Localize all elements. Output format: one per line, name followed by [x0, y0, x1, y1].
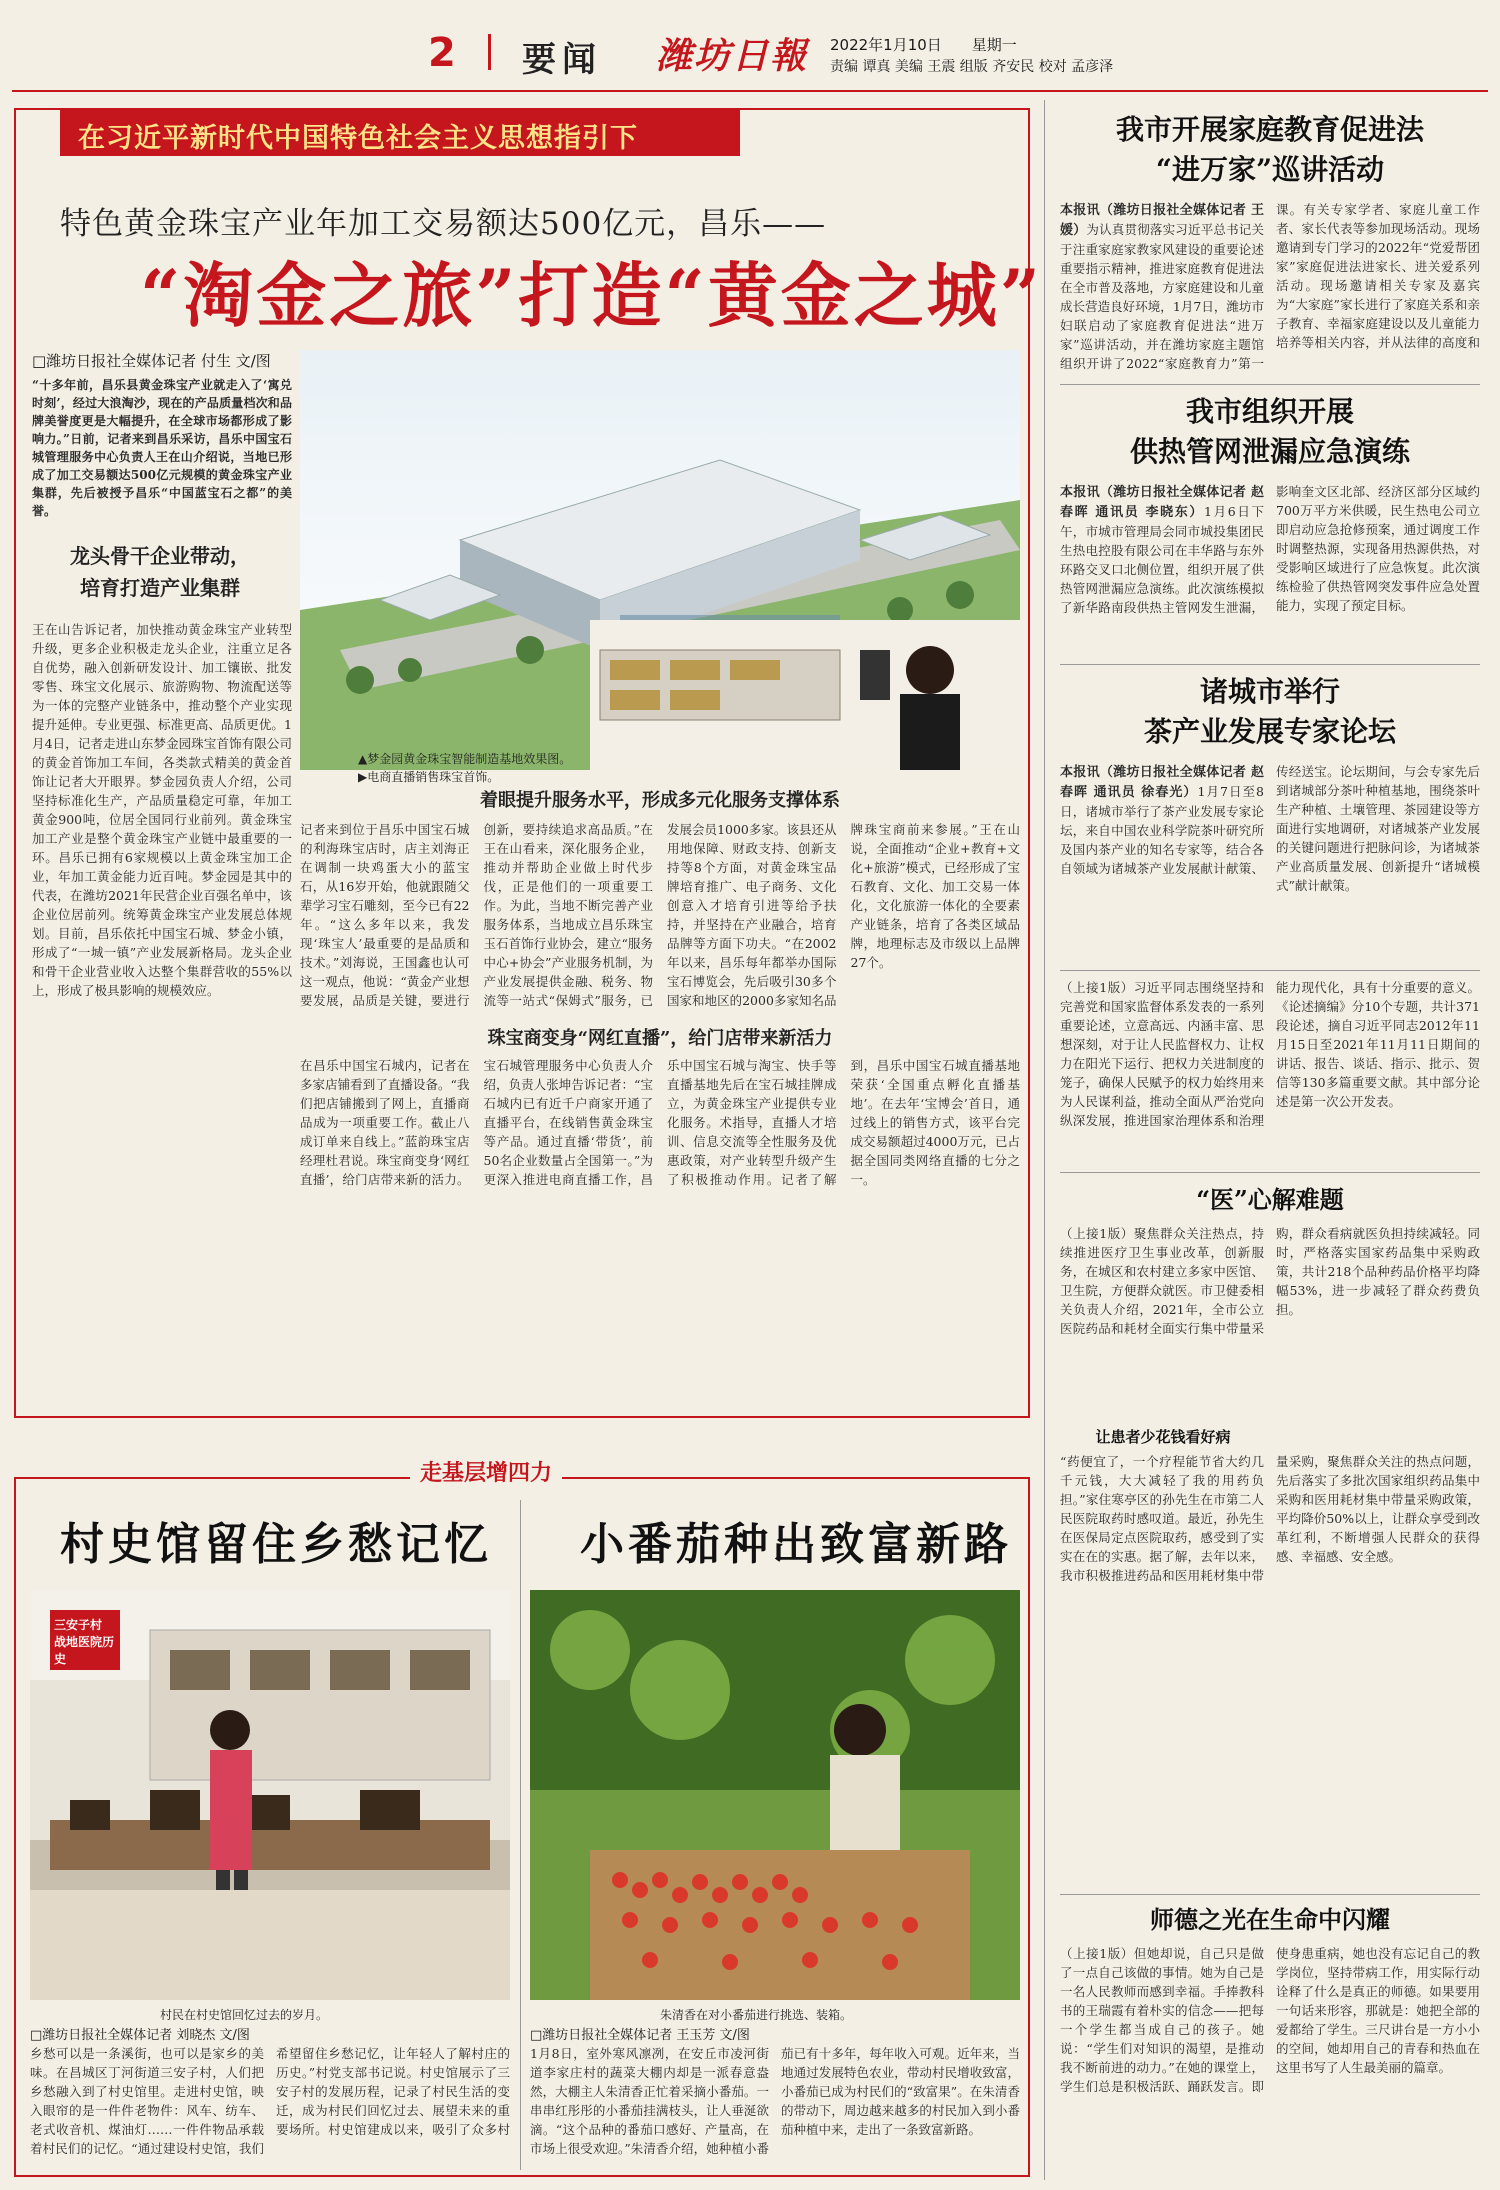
section-name: 要闻 [522, 40, 602, 80]
article-2-title: 我市组织开展 供热管网泄漏应急演练 [1129, 395, 1410, 468]
masthead-rule [12, 90, 1488, 92]
tomato-story-title: 小番茄种出致富新路 [580, 1519, 1012, 1570]
article-6-body: （上接1版）但她却说，自己只是做了一点自己该做的事情。她为自己是一名人民教师而感到幸福。手捧教科书的王瑞霞有着朴实的信念——把每一个学生都当成自己的孩子。她说：“学生们对知识的渴望，是推动我不断前进的动力。”在她的课堂上，学生们总是积极活跃、踊跃发言。即使身患重病，她也没有忘记自己的教学岗位，坚持带病工作，用实际行动诠释了什么是真正的师德。如果要用一句话来形容，那就是：她把全部的爱都给了学生。三尺讲台是一方小小的空间，她却用自己的青春和热血在这里书写了人生最美丽的篇章。 [1060, 1946, 1480, 2094]
article-6-title: 师德之光在生命中闪耀 [1150, 1905, 1390, 1934]
article-5-body-2: “药便宜了，一个疗程能节省大约几千元钱，大大减轻了我的用药负担。”家住寒亭区的孙先生在市第二人民医院取药时感叹道。最近，孙先生在医保局定点医院取药，感受到了实实在在的实惠。据了解，去年以来，我市积极推进药品和医用耗材集中带量采购，聚焦群众关注的热点问题，先后落实了多批次国家组织药品集中采购和医用耗材集中带量采购政策，平均降价50%以上，让群众享受到改革红利，不断增强人民群众的获得感、幸福感、安全感。 [1060, 1454, 1480, 1583]
article-divider [1060, 1172, 1480, 1173]
masthead-divider [488, 34, 491, 70]
photo-caption-1: ▲梦金园黄金珠宝智能制造基地效果图。 [358, 752, 572, 766]
feature-subhead-1: 龙头骨干企业带动， 培育打造产业集群 [70, 544, 250, 600]
village-byline: □潍坊日报社全媒体记者 刘晓杰 文/图 [30, 2028, 250, 2043]
feature-lead: “十多年前，昌乐县黄金珠宝产业就走入了‘寓兑时刻’，经过大浪淘沙，现在的产品质量档次和品牌美誉度更是大幅提升，在全球市场都形成了影响力。”日前，记者来到昌乐采访，昌乐中国宝石城管理服务中心负责人王在山介绍说，当地已形成了加工交易额达500亿元规模的黄金珠宝产业集群，先后被授予昌乐“中国蓝宝石之都”的美誉。 [32, 378, 292, 518]
issue-date: 2022年1月10日 星期一 [830, 36, 1017, 54]
article-1-title: 我市开展家庭教育促进法 “进万家”巡讲活动 [1115, 113, 1424, 186]
tomato-photo [530, 1590, 1020, 2000]
editor-credits: 责编 谭真 美编 王震 组版 齐安民 校对 孟彦泽 [830, 59, 1114, 75]
village-story-title: 村史馆留住乡愁记忆 [60, 1519, 492, 1570]
tomato-story-body: 1月8日，室外寒风凛冽，在安丘市凌河街道李家庄村的蔬菜大棚内却是一派春意盎然，大棚主人朱清香正忙着采摘小番茄。一串串红彤彤的小番茄挂满枝头，让人垂涎欲滴。“这个品种的番茄口感好、产量高，在市场上很受欢迎。”朱清香介绍，她种植小番茄已有十多年，每年收入可观。近年来，当地通过发展特色农业，带动村民增收致富，小番茄已成为村民们的“致富果”。在朱清香的带动下，周边越来越多的村民加入到小番茄种植中来，走出了一条致富新路。 [530, 2046, 1020, 2156]
feature-subhead-2: 着眼提升服务水平，形成多元化服务支撑体系 [480, 790, 840, 811]
article-3-text: 1月7日至8日，诸城市举行了茶产业发展专家论坛，来自中国农业科学院茶叶研究所及国内茶产业的知名专家等，结合各自领域为诸城茶产业发展献计献策、传经送宝。论坛期间，与会专家先后到诸城部分茶叶种植基地，围绕茶叶生产种植、土壤管理、茶园建设等方面进行实地调研，对诸城茶产业发展的关键问题进行把脉问诊，为诸城茶产业高质量发展、创新提升“诸城模式”献计献策。 [1060, 764, 1480, 893]
feature-headline: “淘金之旅”打造“黄金之城” [140, 254, 1044, 337]
tomato-byline: □潍坊日报社全媒体记者 王玉芳 文/图 [530, 2028, 750, 2043]
article-2-body [1060, 482, 1480, 658]
article-divider [1060, 664, 1480, 665]
photo-caption-2: ▶电商直播销售珠宝首饰。 [358, 770, 500, 784]
feature-column-1: 王在山告诉记者，加快推动黄金珠宝产业转型升级，更多企业积极走龙头企业，注重立足各自优势，融入创新研发设计、加工镶嵌、批发零售、珠宝文化展示、旅游购物、物流配送等为一体的完整产业链条中，推动整个产业实现提升延伸。专业更强、标准更高、品质更优。1月4日，记者走进山东梦金园珠宝首饰有限公司的黄金首饰加工车间，各类款式精美的黄金首饰让记者大开眼界。梦金园负责人介绍，公司坚持标准化生产，产品质量稳定可靠，年加工黄金900吨，位居全国同行业前列。黄金珠宝加工产业是整个黄金珠宝产业链中最重要的一环。昌乐已拥有6家规模以上黄金珠宝加工企业，年加工黄金能力近百吨。梦金园是其中的代表，在潍坊2021年民营企业百强名单中，该企业位居前列。统筹黄金珠宝产业发展总体规划。目前，昌乐依托中国宝石城、梦金小镇，形成了“一城一镇”产业发展新格局。龙头企业和骨干企业营业收入达整个集群营收的55%以上，形成了极具影响的规模效应。 [32, 622, 292, 998]
article-3-body [1060, 762, 1480, 962]
feature-byline: □潍坊日报社全媒体记者 付生 文/图 [32, 352, 271, 370]
tomato-photo-caption: 朱清香在对小番茄进行挑选、装箱。 [660, 2008, 853, 2022]
article-1-text: 为认真贯彻落实习近平总书记关于注重家庭家教家风建设的重要论述重要指示精神，推进家庭教育促进法在全市普及落地，方家庭建设和儿童成长营造良好环境，1月7日，潍坊市妇联启动了家庭教育促进法“进万家”巡讲活动，并在潍坊家庭主题馆组织开讲了2022“家庭教育力”第一课。有关专家学者、家庭儿童工作者、家长代表等参加现场活动。现场邀请到专门学习的2022年“党爱帮团家”家庭促进法进家长、进关爱系列活动。现场邀请相关专家及嘉宾为“大家庭”家长进行了家庭关系和亲子教育、幸福家庭建设以及儿童能力培养等相关内容，并从法律的高度和 [1060, 202, 1480, 371]
article-divider [1060, 970, 1480, 971]
article-divider [1060, 1894, 1480, 1895]
museum-sign: 三安子村 战地医院历史 [54, 1618, 115, 1666]
gold-base-rendering [300, 350, 1020, 770]
tomato-greenhouse-photo [530, 1590, 1020, 2000]
feature-subhead-3: 珠宝商变身“网红直播”，给门店带来新活力 [487, 1028, 833, 1049]
article-1-body [1060, 200, 1480, 380]
village-photo [30, 1590, 510, 2000]
page-number: 2 [428, 30, 456, 76]
feature-middle-columns: 记者来到位于昌乐中国宝石城的利海珠宝店时，店主刘海正在调制一块鸡蛋大小的蓝宝石，从16岁开始，他就跟随父辈学习宝石雕刻，至今已有22年。“这么多年以来，我发现‘珠宝人’最重要的是品质和技术。”刘海说，王国鑫也认可这一观点，他说：“黄金产业想要发展，品质是关键，要进行创新，要持续追求高品质。”在王在山看来，深化服务企业，推动并帮助企业做上时代步伐，正是他们的一项重要工作。为此，当地不断完善产业服务体系，当地成立昌乐珠宝玉石首饰行业协会，建立“服务中心+协会”产业服务机制，为产业发展提供金融、税务、物流等一站式“保姆式”服务，已发展会员1000多家。该县还从用地保障、财政支持、创新支持等8个方面，对黄金珠宝品牌培育推广、电子商务、文化创意入才培育引进等给予扶持，并坚持在产业融合，培育品牌等方面下功夫。“在2002年以来，昌乐每年都举办国际宝石博览会，先后吸引30多个国家和地区的2000多家知名品牌珠宝商前来参展。”王在山说，全面推动“企业+教育+文化+旅游”模式，已经形成了宝石教育、文化、加工交易一体化，文化旅游一体化的全要素产业链条，培育了各类区域品牌，地理标志及市级以上品牌27个。 [300, 822, 1020, 1008]
feature-kicker: 特色黄金珠宝产业年加工交易额达500亿元，昌乐—— [60, 206, 827, 242]
grassroots-ribbon: 走基层增四力 [410, 1456, 562, 1487]
feature-bottom-columns: 在昌乐中国宝石城内，记者在多家店铺看到了直播设备。“我们把店铺搬到了网上，直播商品成为一项重要工作。截止八成订单来自线上。”蓝韵珠宝店经理杜君说。珠宝商变身‘网红直播’，给门店带来新的活力。宝石城管理服务中心负责人介绍，负责人张坤告诉记者：“宝石城内已有近千户商家开通了直播平台，在线销售黄金珠宝等产品。通过直播‘带货’，前50名企业数量占全国第一。”为更深入推进电商直播工作，昌乐中国宝石城与淘宝、快手等直播基地先后在宝石城挂牌成立，为黄金珠宝产业提供专业化服务。术指导，直播人才培训、信息交流等全性服务及优惠政策，对产业转型升级产生了积极推动作用。记者了解到，昌乐中国宝石城直播基地荣获‘全国重点孵化直播基地’。在去年‘宝博会’首日，通过线上的销售方式，该平台完成交易额超过4000万元，已占据全国同类网络直播的七分之一。 [300, 1058, 1020, 1187]
article-2-text: 1月6日下午，市城市管理局会同市城投集团民生热电控股有限公司在丰华路与东外环路交叉口北侧位置，组织开展了供热管网泄漏应急演练。此次演练模拟了新华路南段供热主管网发生泄漏，影响奎文区北部、经济区部分区域约700万平方米供暖，民生热电公司立即启动应急抢修预案，通过调度工作时调整热源，实现备用热源供热，对受影响区域进行了应急恢复。此次演练检验了供热管网突发事件应急处置能力，实现了预定目标。 [1060, 484, 1480, 615]
article-2-byline: 本报讯（潍坊日报社全媒体记者 赵春晖 通讯员 李晓东） [1060, 485, 1264, 520]
feature-ribbon: 在习近平新时代中国特色社会主义思想指引下 [60, 110, 740, 156]
article-5-subhead: 让患者少花钱看好病 [1095, 1428, 1231, 1446]
article-5-title: “医”心解难题 [1196, 1185, 1344, 1214]
article-4-body: （上接1版）习近平同志围绕坚持和完善党和国家监督体系发表的一系列重要论述，立意高远、内涵丰富、思想深刻，对于让人民监督权力、让权力在阳光下运行、把权力关进制度的笼子，确保人民赋予的权力始终用来为人民谋利益，推动全面从严治党向纵深发展，推进国家治理体系和治理能力现代化，具有十分重要的意义。《论述摘编》分10个专题，共计371段论述，摘自习近平同志2012年11月15日至2021年11月11日期间的讲话、报告、谈话、指示、批示、贺信等130多篇重要文献。其中部分论述是第一次公开发表。 [1060, 980, 1480, 1128]
article-3-title: 诸城市举行 茶产业发展专家论坛 [1143, 675, 1396, 748]
village-story-body: 乡愁可以是一条溪街，也可以是家乡的美味。在昌城区丁河街道三安子村，人们把乡愁融入到了村史馆里。走进村史馆，映入眼帘的是一件件老物件：风车、纺车、老式收音机、煤油灯……一件件物品承载着村民们的记忆。“通过建设村史馆，我们希望留住乡愁记忆，让年轻人了解村庄的历史。”村党支部书记说。村史馆展示了三安子村的发展历程，记录了村民生活的变迁，成为村民们回忆过去、展望未来的重要场所。村史馆建成以来，吸引了众多村 [30, 2046, 510, 2156]
article-5-body: （上接1版）聚焦群众关注热点，持续推进医疗卫生事业改革，创新服务，在城区和农村建立多家中医馆、卫生院，方便群众就医。市卫健委相关负责人介绍，2021年，全市公立医院药品和耗材全面实行集中带量采购，群众看病就医负担持续减轻。同时，严格落实国家药品集中采购政策，共计218个品种药品价格平均降幅53%，进一步减轻了群众药费负担。 [1060, 1226, 1480, 1336]
main-photo [300, 350, 1020, 770]
article-3-byline: 本报讯（潍坊日报社全媒体记者 赵春晖 通讯员 徐春光） [1060, 765, 1264, 800]
village-photo-caption: 村民在村史馆回忆过去的岁月。 [160, 2008, 329, 2022]
article-divider [1060, 384, 1480, 385]
column-divider [1044, 100, 1045, 2180]
article-1-byline: 本报讯（潍坊日报社全媒体记者 王媛） [1060, 203, 1264, 238]
bottom-divider [520, 1500, 521, 2170]
paper-logo: 潍坊日報 [656, 35, 809, 77]
